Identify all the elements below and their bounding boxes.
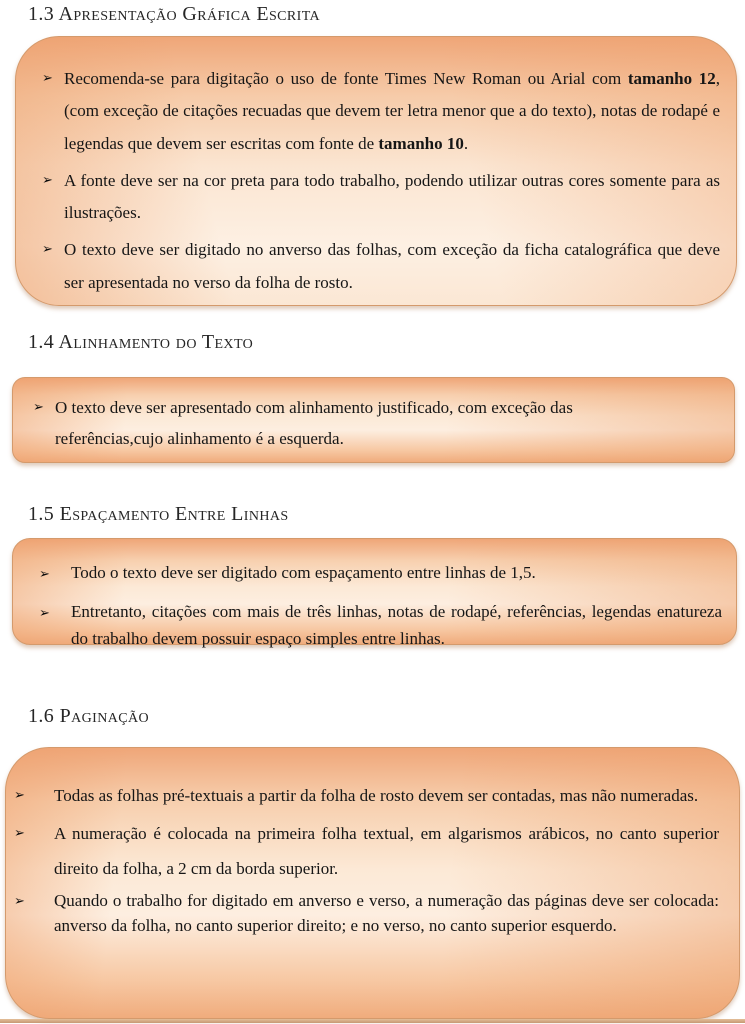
bullet-text-segment: , (com exceção de citações recuadas que devem ter letra menor que a do texto), notas de rodapé e legendas que devem ser escritas com fonte de — [64, 69, 720, 153]
bullet-item — [42, 63, 720, 160]
bullet-text — [64, 63, 720, 160]
bullet-text-bold-segment: tamanho 12 — [627, 69, 716, 88]
arrow-bullet-icon: ➢ — [39, 567, 50, 582]
bullet-text: A numeração é colocada na primeira folha textual, em algarismos arábicos, no canto superior direito da folha, a 2 cm da borda superior. — [54, 823, 719, 879]
bullet-text: Todas as folhas pré-textuais a partir da folha de rosto devem ser contadas, mas não numeradas. — [54, 786, 699, 805]
arrow-bullet-icon: ➢ — [14, 825, 25, 841]
arrow-bullet-icon: ➢ — [14, 788, 25, 803]
bullet-text: O texto deve ser digitado no anverso das folhas, com exceção da ficha catalográfica que deve ser apresentada no verso da folha de rosto. — [64, 240, 720, 292]
arrow-bullet-icon: ➢ — [42, 242, 53, 258]
bullet-item — [14, 816, 719, 887]
bullet-text-bold-segment: tamanho 10 — [378, 133, 464, 153]
arrow-bullet-icon: ➢ — [14, 894, 25, 910]
bullet-item — [42, 165, 720, 230]
section-heading-espacamento: 1.5 Espaçamento Entre Linhas — [28, 503, 289, 525]
section-heading-apresentacao-grafica: 1.3 Apresentação Gráfica Escrita — [28, 3, 321, 25]
guidelines-box-apresentacao-grafica — [15, 36, 737, 306]
bullet-text-segment: . — [463, 133, 469, 153]
bullet-item — [14, 889, 719, 938]
bullet-item — [33, 392, 718, 455]
bullet-text: Quando o trabalho for digitado em anverso e verso, a numeração das páginas deve ser colocada: anverso da folha, no canto superior direito; e no verso, no canto superior esquerdo. — [54, 891, 719, 935]
bullet-item — [39, 559, 722, 586]
arrow-bullet-icon: ➢ — [33, 400, 44, 415]
bullet-item — [39, 598, 722, 652]
arrow-bullet-icon: ➢ — [42, 172, 53, 188]
section-heading-paginacao: 1.6 Paginação — [28, 705, 149, 727]
section-heading-alinhamento: 1.4 Alinhamento do Texto — [28, 331, 254, 353]
guidelines-box-espacamento — [12, 538, 737, 649]
arrow-bullet-icon: ➢ — [39, 606, 50, 622]
page-bottom-edge — [0, 1019, 745, 1023]
bullet-text: Entretanto, citações com mais de três linhas, notas de rodapé, referências, legendas enatureza do trabalho devem possuir espaço simples entre linhas. — [71, 602, 722, 649]
guidelines-box-alinhamento — [12, 377, 735, 463]
bullet-text-segment: Recomenda-se para digitação o uso de fonte Times New Roman ou Arial com — [64, 69, 628, 88]
bullet-text: O texto deve ser apresentado com alinhamento justificado, com exceção das referências,cujo alinhamento é a esquerda. — [55, 398, 573, 449]
bullet-item — [14, 778, 719, 814]
guidelines-box-paginacao — [5, 747, 740, 1019]
arrow-bullet-icon: ➢ — [42, 71, 53, 86]
bullet-item — [42, 234, 720, 299]
bullet-text: A fonte deve ser na cor preta para todo trabalho, podendo utilizar outras cores somente para as ilustrações. — [64, 170, 720, 223]
bullet-text: Todo o texto deve ser digitado com espaçamento entre linhas de 1,5. — [71, 563, 536, 582]
